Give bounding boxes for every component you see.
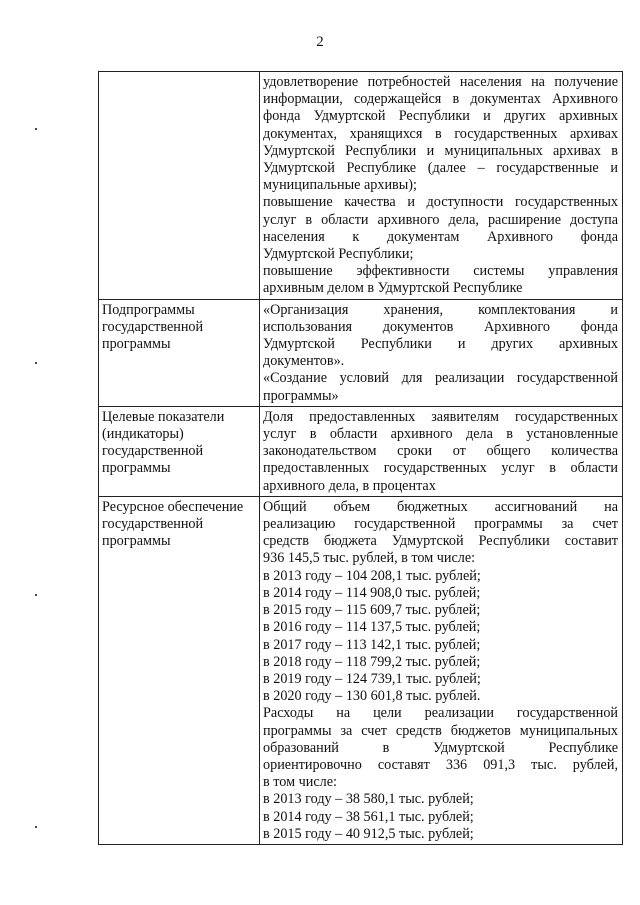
content-line: средств бюджета Удмуртской Республики составит xyxy=(263,533,618,550)
content-line: населения к документам Архивного фонда xyxy=(263,228,618,245)
row-content-cell xyxy=(260,496,623,844)
content-line: услуг в области архивного дела, расширение доступа xyxy=(263,211,618,228)
content-line: Удмуртской Республики и других архивных xyxy=(263,336,618,353)
content-line: 936 145,5 тыс. рублей, в том числе: xyxy=(263,550,476,567)
row-content-cell xyxy=(260,72,623,300)
content-line: реализацию государственной программы за счет xyxy=(263,516,618,533)
table-row xyxy=(99,496,623,844)
content-line: повышение качества и доступности государственных xyxy=(263,194,618,211)
row-label-cell xyxy=(99,299,260,406)
row-label-cell xyxy=(99,406,260,496)
content-line: программы за счет средств бюджетов муниципальных xyxy=(263,722,618,739)
row-content-cell xyxy=(260,406,623,496)
content-line: Доля предоставленных заявителям государственных xyxy=(263,408,618,425)
content-line: в 2013 году – 104 208,1 тыс. рублей; xyxy=(263,567,481,584)
content-line: программы» xyxy=(263,387,339,404)
content-line: образований в Удмуртской Республике xyxy=(263,739,618,756)
content-line: муниципальные архивы); xyxy=(263,177,417,194)
row-label-line: (индикаторы) xyxy=(102,426,184,443)
content-line: в 2017 году – 113 142,1 тыс. рублей; xyxy=(263,636,481,653)
content-line: Общий объем бюджетных ассигнований на xyxy=(263,498,618,515)
row-label-line: программы xyxy=(102,460,171,477)
content-line: законодательством сроки от общего количества xyxy=(263,443,618,460)
content-line: в 2014 году – 114 908,0 тыс. рублей; xyxy=(263,584,481,601)
content-line: Удмуртской Республике (далее – государственные и xyxy=(263,160,618,177)
content-line: в 2015 году – 115 609,7 тыс. рублей; xyxy=(263,602,481,619)
program-passport-table xyxy=(98,71,623,845)
table-row xyxy=(99,299,623,406)
content-line: в 2020 году – 130 601,8 тыс. рублей. xyxy=(263,688,481,705)
row-content-cell xyxy=(260,299,623,406)
content-line: Удмуртской Республики; xyxy=(263,246,414,263)
content-line: «Создание условий для реализации государственной xyxy=(263,370,618,387)
content-line: ориентировочно составят 336 091,3 тыс. рублей, xyxy=(263,756,618,773)
table-row xyxy=(99,72,623,300)
content-line: архивного дела, в процентах xyxy=(263,477,436,494)
content-line: информации, содержащейся в документах Архивного xyxy=(263,91,618,108)
row-label-line: программы xyxy=(102,336,171,353)
content-line: архивным делом в Удмуртской Республике xyxy=(263,280,523,297)
content-line: в 2016 году – 114 137,5 тыс. рублей; xyxy=(263,619,481,636)
content-line: в 2013 году – 38 580,1 тыс. рублей; xyxy=(263,791,474,808)
content-line: Удмуртской Республики и муниципальных архивах в xyxy=(263,142,618,159)
margin-mark xyxy=(35,362,37,364)
content-line: документах, хранящихся в государственных архивах xyxy=(263,125,618,142)
row-label-cell xyxy=(99,496,260,844)
content-line: услуг в области архивного дела в установленные xyxy=(263,426,618,443)
content-line: повышение эффективности системы управления xyxy=(263,263,618,280)
content-line: фонда Удмуртской Республики и других архивных xyxy=(263,108,618,125)
margin-mark xyxy=(35,594,37,596)
row-label-line: государственной xyxy=(102,318,204,335)
row-label-line: Подпрограммы xyxy=(102,301,195,318)
content-line: «Организация хранения, комплектования и xyxy=(263,301,618,318)
content-line: использования документов Архивного фонда xyxy=(263,318,618,335)
content-line: предоставленных государственных услуг в области xyxy=(263,460,618,477)
content-line: в 2014 году – 38 561,1 тыс. рублей; xyxy=(263,808,474,825)
row-label-line: Целевые показатели xyxy=(102,408,225,425)
content-line: в 2018 году – 118 799,2 тыс. рублей; xyxy=(263,653,481,670)
row-label-line: программы xyxy=(102,533,171,550)
margin-mark xyxy=(35,826,37,828)
row-label-line: Ресурсное обеспечение xyxy=(102,498,244,515)
margin-mark xyxy=(35,128,37,130)
page-number: 2 xyxy=(316,34,324,50)
row-label-cell xyxy=(99,72,260,300)
content-line: в 2015 году – 40 912,5 тыс. рублей; xyxy=(263,825,474,842)
row-label-line: государственной xyxy=(102,516,204,533)
content-line: в 2019 году – 124 739,1 тыс. рублей; xyxy=(263,670,481,687)
row-label-line: государственной xyxy=(102,443,204,460)
content-line: удовлетворение потребностей населения на получение xyxy=(263,74,618,90)
content-line: Расходы на цели реализации государственной xyxy=(263,705,618,722)
content-line: документов». xyxy=(263,353,345,370)
content-line: в том числе: xyxy=(263,774,337,791)
table-row xyxy=(99,406,623,496)
